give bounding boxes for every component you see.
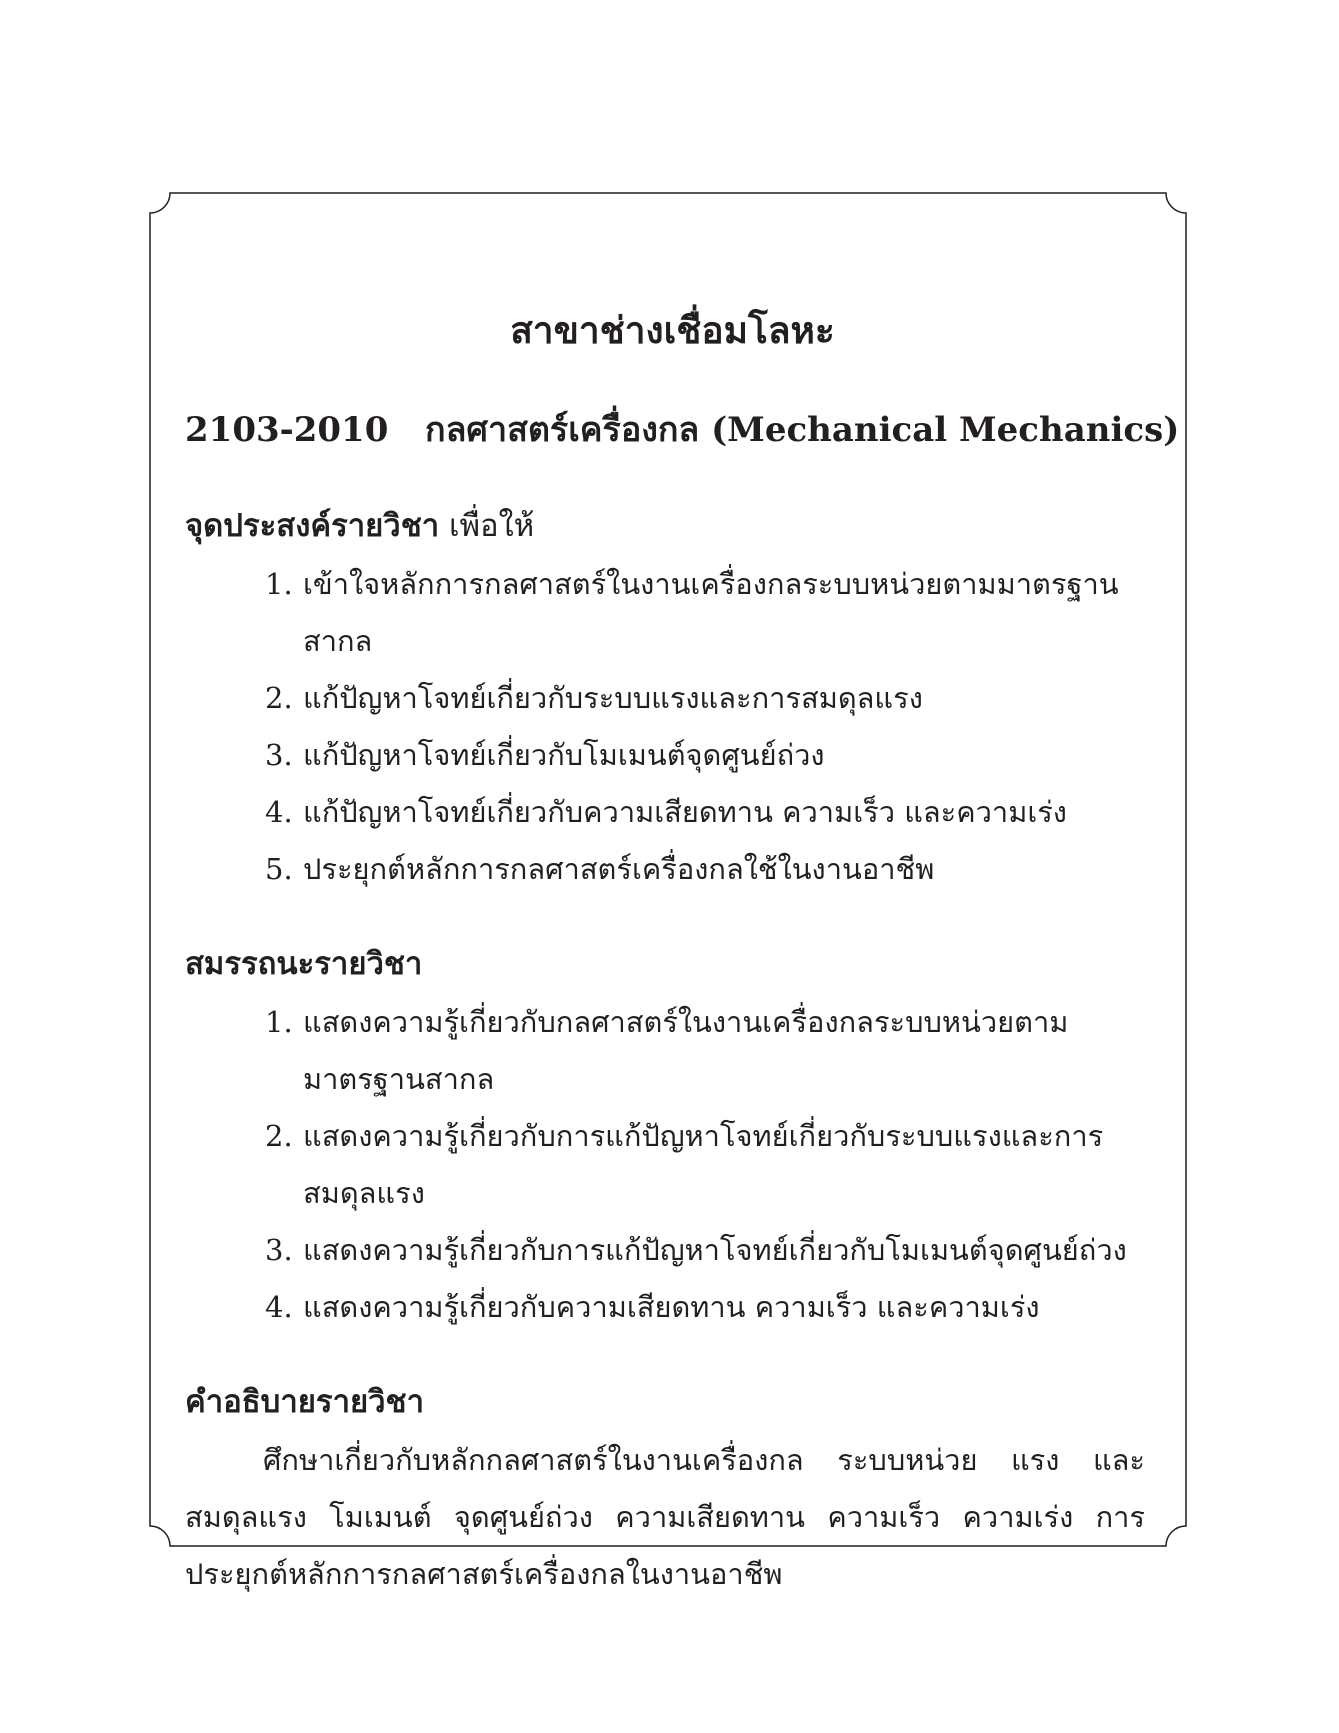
list-item-text: แสดงความรู้เกี่ยวกับการแก้ปัญหาโจทย์เกี่ยวกับระบบแรงและการสมดุลแรง	[303, 1119, 1104, 1210]
list-item	[185, 784, 1145, 841]
description-heading	[185, 1376, 1145, 1428]
list-item-text: ประยุกต์หลักการกลศาสตร์เครื่องกลใช้ในงานอาชีพ	[303, 852, 935, 886]
list-item-text: แสดงความรู้เกี่ยวกับกลศาสตร์ในงานเครื่องกลระบบหน่วยตามมาตรฐานสากล	[303, 1005, 1069, 1096]
list-item	[185, 670, 1145, 727]
description-heading-label: คำอธิบายรายวิชา	[185, 1384, 425, 1420]
list-item-text: แก้ปัญหาโจทย์เกี่ยวกับความเสียดทาน ความเร็ว และความเร่ง	[303, 795, 1067, 829]
list-item	[185, 1222, 1145, 1279]
competencies-list	[185, 994, 1145, 1336]
description-text: ศึกษาเกี่ยวกับหลักกลศาสตร์ในงานเครื่องกล ระบบหน่วย แรง และสมดุลแรง โมเมนต์ จุดศูนย์ถ่วง ความเสียดทาน ความเร็ว ความเร่ง การประยุกต์หลักการกลศาสตร์เครื่องกลในงานอาชีพ	[185, 1443, 1145, 1591]
competencies-heading	[185, 938, 1145, 990]
objectives-heading-suffix: เพื่อให้	[449, 508, 535, 544]
list-item	[185, 556, 1145, 670]
list-item	[185, 841, 1145, 898]
list-item-number: 5.	[265, 852, 293, 886]
list-item-number: 4.	[265, 795, 293, 829]
list-item-number: 3.	[265, 738, 293, 772]
page-title: สาขาช่างเชื่อมโลหะ	[510, 308, 835, 352]
list-item-text: แก้ปัญหาโจทย์เกี่ยวกับโมเมนต์จุดศูนย์ถ่วง	[303, 738, 825, 772]
list-item-number: 4.	[265, 1290, 293, 1324]
list-item-number: 2.	[265, 681, 293, 715]
list-item	[185, 727, 1145, 784]
list-item-number: 1.	[265, 567, 293, 601]
competencies-heading-label: สมรรถนะรายวิชา	[185, 946, 423, 982]
list-item-text: แก้ปัญหาโจทย์เกี่ยวกับระบบแรงและการสมดุลแรง	[303, 681, 923, 715]
list-item	[185, 1279, 1145, 1336]
list-item-text: เข้าใจหลักการกลศาสตร์ในงานเครื่องกลระบบหน่วยตามมาตรฐานสากล	[303, 567, 1119, 658]
list-item	[185, 994, 1145, 1108]
list-item	[185, 1108, 1145, 1222]
list-item-number: 2.	[265, 1119, 293, 1153]
course-code: 2103-2010	[185, 410, 389, 450]
list-item-text: แสดงความรู้เกี่ยวกับความเสียดทาน ความเร็ว และความเร่ง	[303, 1290, 1040, 1324]
list-item-text: แสดงความรู้เกี่ยวกับการแก้ปัญหาโจทย์เกี่ยวกับโมเมนต์จุดศูนย์ถ่วง	[303, 1233, 1127, 1267]
document-content	[185, 300, 1180, 1632]
course-name: กลศาสตร์เครื่องกล (Mechanical Mechanics)	[425, 410, 1180, 450]
list-item-number: 1.	[265, 1005, 293, 1039]
objectives-list	[185, 556, 1145, 898]
list-item-number: 3.	[265, 1233, 293, 1267]
course-header	[185, 400, 1180, 460]
objectives-heading	[185, 500, 1145, 552]
objectives-heading-label: จุดประสงค์รายวิชา	[185, 508, 440, 544]
